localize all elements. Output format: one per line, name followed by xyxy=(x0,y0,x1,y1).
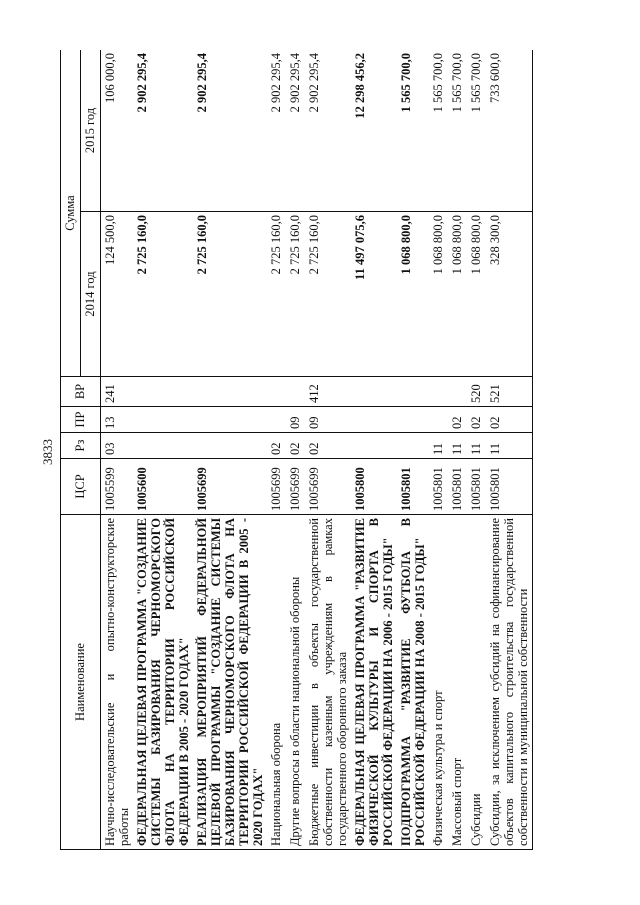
cell-y2015: 12 298 456,2 xyxy=(351,50,397,212)
cell-vr: 241 xyxy=(101,377,134,407)
cell-name: Национальная оборона xyxy=(267,515,286,850)
table-row xyxy=(133,50,193,850)
cell-csr: 1005801 xyxy=(486,459,533,515)
cell-vr xyxy=(193,377,267,407)
header-pr: ПР xyxy=(61,407,101,433)
cell-name: ПОДПРОГРАММА "РАЗВИТИЕ ФУТБОЛА В РОССИЙСКОЙ ФЕДЕРАЦИИ НА 2008 - 2015 ГОДЫ" xyxy=(397,515,429,850)
cell-pr: 09 xyxy=(286,407,305,433)
cell-csr: 1005699 xyxy=(267,459,286,515)
cell-pr: 02 xyxy=(486,407,533,433)
cell-rz xyxy=(193,433,267,459)
cell-csr: 1005800 xyxy=(351,459,397,515)
table-body xyxy=(101,50,533,850)
cell-name: Бюджетные инвестиции в объекты государственной собственности казенным учреждениям в рамках государственного оборонного заказа xyxy=(305,515,351,850)
cell-rz: 11 xyxy=(467,433,486,459)
cell-y2015: 1 565 700,0 xyxy=(429,50,448,212)
cell-name: РЕАЛИЗАЦИЯ МЕРОПРИЯТИЙ ФЕДЕРАЛЬНОЙ ЦЕЛЕВОЙ ПРОГРАММЫ "СОЗДАНИЕ СИСТЕМЫ БАЗИРОВАНИЯ ЧЕРНОМОРСКОГО ФЛОТА НА ТЕРРИТОРИИ РОССИЙСКОЙ ФЕДЕРАЦИИ В 2005 - 2020 ГОДАХ" xyxy=(193,515,267,850)
cell-pr xyxy=(193,407,267,433)
cell-rz xyxy=(351,433,397,459)
table-row xyxy=(286,50,305,850)
table-row xyxy=(267,50,286,850)
header-rz: Рз xyxy=(61,433,101,459)
cell-vr xyxy=(448,377,467,407)
cell-csr: 1005801 xyxy=(397,459,429,515)
cell-y2014: 11 497 075,6 xyxy=(351,212,397,377)
cell-rz xyxy=(397,433,429,459)
cell-y2015: 2 902 295,4 xyxy=(133,50,193,212)
cell-pr xyxy=(351,407,397,433)
table-row xyxy=(448,50,467,850)
cell-name: ФЕДЕРАЛЬНАЯ ЦЕЛЕВАЯ ПРОГРАММА "СОЗДАНИЕ СИСТЕМЫ БАЗИРОВАНИЯ ЧЕРНОМОРСКОГО ФЛОТА НА ТЕРРИТОРИИ РОССИЙСКОЙ ФЕДЕРАЦИИ В 2005 - 2020 ГОДАХ" xyxy=(133,515,193,850)
table-frame xyxy=(60,50,590,850)
cell-csr: 1005699 xyxy=(193,459,267,515)
cell-pr: 02 xyxy=(467,407,486,433)
cell-vr: 412 xyxy=(305,377,351,407)
cell-csr: 1005699 xyxy=(305,459,351,515)
cell-y2015: 2 902 295,4 xyxy=(286,50,305,212)
cell-pr: 09 xyxy=(305,407,351,433)
cell-y2015: 733 600,0 xyxy=(486,50,533,212)
rotated-table-container xyxy=(60,50,590,850)
cell-pr: 13 xyxy=(101,407,134,433)
cell-name: Физическая культура и спорт xyxy=(429,515,448,850)
budget-table xyxy=(60,50,533,850)
cell-vr: 520 xyxy=(467,377,486,407)
header-csr: ЦСР xyxy=(61,459,101,515)
cell-y2014: 1 068 800,0 xyxy=(429,212,448,377)
cell-name: Субсидии xyxy=(467,515,486,850)
cell-y2014: 2 725 160,0 xyxy=(133,212,193,377)
cell-vr xyxy=(286,377,305,407)
cell-y2014: 2 725 160,0 xyxy=(305,212,351,377)
cell-pr: 02 xyxy=(448,407,467,433)
cell-name: Массовый спорт xyxy=(448,515,467,850)
table-row xyxy=(305,50,351,850)
cell-rz: 11 xyxy=(429,433,448,459)
cell-rz: 11 xyxy=(486,433,533,459)
cell-pr xyxy=(267,407,286,433)
cell-rz: 02 xyxy=(267,433,286,459)
table-row xyxy=(486,50,533,850)
cell-y2015: 106 000,0 xyxy=(101,50,134,212)
cell-name: ФЕДЕРАЛЬНАЯ ЦЕЛЕВАЯ ПРОГРАММА "РАЗВИТИЕ ФИЗИЧЕСКОЙ КУЛЬТУРЫ И СПОРТА В РОССИЙСКОЙ ФЕДЕРАЦИИ НА 2006 - 2015 ГОДЫ" xyxy=(351,515,397,850)
cell-y2015: 1 565 700,0 xyxy=(397,50,429,212)
cell-y2014: 1 068 800,0 xyxy=(448,212,467,377)
cell-y2015: 1 565 700,0 xyxy=(467,50,486,212)
cell-vr: 521 xyxy=(486,377,533,407)
cell-y2015: 2 902 295,4 xyxy=(193,50,267,212)
header-sum: Сумма xyxy=(61,50,81,377)
table-row xyxy=(193,50,267,850)
cell-vr xyxy=(429,377,448,407)
table-row xyxy=(397,50,429,850)
cell-y2014: 2 725 160,0 xyxy=(193,212,267,377)
cell-vr xyxy=(133,377,193,407)
cell-y2014: 2 725 160,0 xyxy=(286,212,305,377)
cell-pr xyxy=(429,407,448,433)
cell-name: Другие вопросы в области национальной обороны xyxy=(286,515,305,850)
header-name: Наименование xyxy=(61,515,101,850)
cell-y2015: 1 565 700,0 xyxy=(448,50,467,212)
page-number: 3833 xyxy=(40,439,55,465)
cell-y2014: 1 068 800,0 xyxy=(397,212,429,377)
header-2015: 2015 год xyxy=(81,50,101,212)
cell-y2014: 328 300,0 xyxy=(486,212,533,377)
cell-csr: 1005801 xyxy=(467,459,486,515)
header-vr: ВР xyxy=(61,377,101,407)
cell-y2015: 2 902 295,4 xyxy=(305,50,351,212)
cell-rz: 02 xyxy=(286,433,305,459)
cell-rz xyxy=(133,433,193,459)
cell-y2014: 1 068 800,0 xyxy=(467,212,486,377)
cell-pr xyxy=(133,407,193,433)
cell-pr xyxy=(397,407,429,433)
table-header xyxy=(61,50,101,850)
cell-vr xyxy=(267,377,286,407)
table-row xyxy=(429,50,448,850)
cell-name: Научно-исследовательские и опытно-конструкторские работы xyxy=(101,515,134,850)
cell-csr: 1005801 xyxy=(429,459,448,515)
table-row xyxy=(467,50,486,850)
cell-rz: 02 xyxy=(305,433,351,459)
cell-vr xyxy=(397,377,429,407)
table-row xyxy=(351,50,397,850)
cell-csr: 1005699 xyxy=(286,459,305,515)
cell-y2014: 2 725 160,0 xyxy=(267,212,286,377)
cell-rz: 11 xyxy=(448,433,467,459)
cell-y2015: 2 902 295,4 xyxy=(267,50,286,212)
cell-rz: 03 xyxy=(101,433,134,459)
cell-vr xyxy=(351,377,397,407)
table-row xyxy=(101,50,134,850)
cell-csr: 1005599 xyxy=(101,459,134,515)
cell-csr: 1005600 xyxy=(133,459,193,515)
header-2014: 2014 год xyxy=(81,212,101,377)
cell-name: Субсидии, за исключением субсидий на софинансирование объектов капитального строительства государственной собственности и муниципальной собственности xyxy=(486,515,533,850)
cell-y2014: 124 500,0 xyxy=(101,212,134,377)
cell-csr: 1005801 xyxy=(448,459,467,515)
